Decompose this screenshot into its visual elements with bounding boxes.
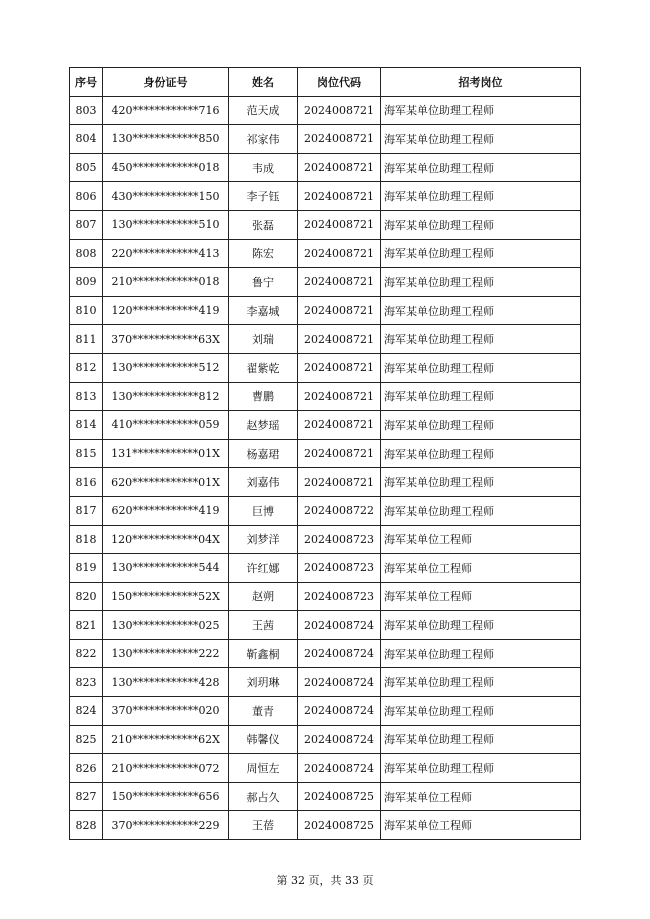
serial-cell: 807: [70, 210, 103, 239]
name-cell: 翟紫乾: [229, 353, 298, 382]
post-code-cell: 2024008723: [298, 582, 381, 611]
name-cell: 许红娜: [229, 554, 298, 583]
serial-cell: 817: [70, 496, 103, 525]
post-code-cell: 2024008721: [298, 411, 381, 440]
post-code-cell: 2024008721: [298, 96, 381, 125]
serial-cell: 815: [70, 439, 103, 468]
post-code-cell: 2024008721: [298, 382, 381, 411]
id-number-cell: 620************01X: [103, 468, 229, 497]
post-title-cell: 海军某单位助理工程师: [381, 754, 581, 783]
id-number-cell: 410************059: [103, 411, 229, 440]
table-row: [70, 782, 581, 811]
table-row: [70, 668, 581, 697]
post-title-cell: 海军某单位助理工程师: [381, 353, 581, 382]
post-title-cell: 海军某单位助理工程师: [381, 411, 581, 440]
post-code-cell: 2024008721: [298, 353, 381, 382]
table-row: [70, 268, 581, 297]
post-code-cell: 2024008721: [298, 182, 381, 211]
post-code-cell: 2024008723: [298, 525, 381, 554]
table-row: [70, 153, 581, 182]
post-code-cell: 2024008721: [298, 239, 381, 268]
table-row: [70, 496, 581, 525]
post-title-cell: 海军某单位工程师: [381, 582, 581, 611]
name-cell: 刘嘉伟: [229, 468, 298, 497]
post-title-cell: 海军某单位助理工程师: [381, 153, 581, 182]
table-row: [70, 382, 581, 411]
post-code-cell: 2024008721: [298, 325, 381, 354]
id-number-cell: 210************62X: [103, 725, 229, 754]
table-row: [70, 754, 581, 783]
name-cell: 刘梦洋: [229, 525, 298, 554]
post-title-cell: 海军某单位助理工程师: [381, 96, 581, 125]
serial-cell: 826: [70, 754, 103, 783]
name-cell: 刘玥琳: [229, 668, 298, 697]
id-number-cell: 150************656: [103, 782, 229, 811]
name-cell: 郝占久: [229, 782, 298, 811]
table-row: [70, 697, 581, 726]
name-cell: 周恒左: [229, 754, 298, 783]
header-serial: 序号: [70, 68, 103, 97]
post-title-cell: 海军某单位助理工程师: [381, 439, 581, 468]
id-number-cell: 620************419: [103, 496, 229, 525]
roster-table: [69, 67, 581, 840]
table-row: [70, 325, 581, 354]
table-row: [70, 725, 581, 754]
roster-table-container: [69, 67, 580, 840]
name-cell: 王茜: [229, 611, 298, 640]
post-code-cell: 2024008721: [298, 210, 381, 239]
id-number-cell: 370************63X: [103, 325, 229, 354]
serial-cell: 809: [70, 268, 103, 297]
serial-cell: 824: [70, 697, 103, 726]
post-title-cell: 海军某单位助理工程师: [381, 668, 581, 697]
post-title-cell: 海军某单位工程师: [381, 554, 581, 583]
name-cell: 张磊: [229, 210, 298, 239]
id-number-cell: 220************413: [103, 239, 229, 268]
id-number-cell: 430************150: [103, 182, 229, 211]
serial-cell: 805: [70, 153, 103, 182]
table-row: [70, 639, 581, 668]
serial-cell: 813: [70, 382, 103, 411]
table-row: [70, 582, 581, 611]
id-number-cell: 130************222: [103, 639, 229, 668]
serial-cell: 804: [70, 125, 103, 154]
post-title-cell: 海军某单位工程师: [381, 525, 581, 554]
id-number-cell: 150************52X: [103, 582, 229, 611]
table-row: [70, 353, 581, 382]
id-number-cell: 130************812: [103, 382, 229, 411]
id-number-cell: 370************229: [103, 811, 229, 840]
serial-cell: 816: [70, 468, 103, 497]
post-code-cell: 2024008721: [298, 439, 381, 468]
table-row: [70, 554, 581, 583]
post-title-cell: 海军某单位助理工程师: [381, 210, 581, 239]
serial-cell: 820: [70, 582, 103, 611]
post-code-cell: 2024008725: [298, 811, 381, 840]
name-cell: 赵朔: [229, 582, 298, 611]
id-number-cell: 370************020: [103, 697, 229, 726]
post-code-cell: 2024008724: [298, 639, 381, 668]
serial-cell: 812: [70, 353, 103, 382]
name-cell: 王蓓: [229, 811, 298, 840]
serial-cell: 814: [70, 411, 103, 440]
table-row: [70, 96, 581, 125]
post-code-cell: 2024008724: [298, 668, 381, 697]
name-cell: 李子钰: [229, 182, 298, 211]
table-row: [70, 468, 581, 497]
serial-cell: 810: [70, 296, 103, 325]
serial-cell: 818: [70, 525, 103, 554]
name-cell: 鲁宁: [229, 268, 298, 297]
id-number-cell: 210************018: [103, 268, 229, 297]
name-cell: 陈宏: [229, 239, 298, 268]
post-title-cell: 海军某单位助理工程师: [381, 496, 581, 525]
table-row: [70, 210, 581, 239]
name-cell: 赵梦瑶: [229, 411, 298, 440]
serial-cell: 806: [70, 182, 103, 211]
serial-cell: 828: [70, 811, 103, 840]
serial-cell: 808: [70, 239, 103, 268]
id-number-cell: 210************072: [103, 754, 229, 783]
table-row: [70, 411, 581, 440]
serial-cell: 819: [70, 554, 103, 583]
post-title-cell: 海军某单位工程师: [381, 782, 581, 811]
table-row: [70, 296, 581, 325]
serial-cell: 811: [70, 325, 103, 354]
post-title-cell: 海军某单位助理工程师: [381, 611, 581, 640]
name-cell: 巨博: [229, 496, 298, 525]
post-code-cell: 2024008721: [298, 296, 381, 325]
post-code-cell: 2024008724: [298, 697, 381, 726]
id-number-cell: 120************04X: [103, 525, 229, 554]
id-number-cell: 450************018: [103, 153, 229, 182]
header-name: 姓名: [229, 68, 298, 97]
table-row: [70, 182, 581, 211]
post-title-cell: 海军某单位助理工程师: [381, 468, 581, 497]
post-code-cell: 2024008724: [298, 725, 381, 754]
serial-cell: 827: [70, 782, 103, 811]
post-code-cell: 2024008721: [298, 468, 381, 497]
post-code-cell: 2024008721: [298, 125, 381, 154]
id-number-cell: 120************419: [103, 296, 229, 325]
header-post-code: 岗位代码: [298, 68, 381, 97]
post-code-cell: 2024008725: [298, 782, 381, 811]
name-cell: 李嘉城: [229, 296, 298, 325]
post-code-cell: 2024008721: [298, 153, 381, 182]
post-code-cell: 2024008722: [298, 496, 381, 525]
id-number-cell: 130************510: [103, 210, 229, 239]
post-title-cell: 海军某单位助理工程师: [381, 325, 581, 354]
post-title-cell: 海军某单位助理工程师: [381, 382, 581, 411]
id-number-cell: 130************428: [103, 668, 229, 697]
post-title-cell: 海军某单位助理工程师: [381, 697, 581, 726]
table-row: [70, 439, 581, 468]
post-code-cell: 2024008724: [298, 611, 381, 640]
post-title-cell: 海军某单位助理工程师: [381, 296, 581, 325]
post-title-cell: 海军某单位助理工程师: [381, 239, 581, 268]
post-title-cell: 海军某单位助理工程师: [381, 125, 581, 154]
post-title-cell: 海军某单位工程师: [381, 811, 581, 840]
name-cell: 范天成: [229, 96, 298, 125]
post-title-cell: 海军某单位助理工程师: [381, 182, 581, 211]
id-number-cell: 130************025: [103, 611, 229, 640]
serial-cell: 821: [70, 611, 103, 640]
name-cell: 靳鑫桐: [229, 639, 298, 668]
id-number-cell: 130************544: [103, 554, 229, 583]
id-number-cell: 131************01X: [103, 439, 229, 468]
post-code-cell: 2024008724: [298, 754, 381, 783]
post-title-cell: 海军某单位助理工程师: [381, 268, 581, 297]
name-cell: 董青: [229, 697, 298, 726]
post-code-cell: 2024008721: [298, 268, 381, 297]
name-cell: 曹鹏: [229, 382, 298, 411]
table-row: [70, 811, 581, 840]
page-number: 第 32 页，共 33 页: [276, 874, 374, 887]
post-title-cell: 海军某单位助理工程师: [381, 639, 581, 668]
table-row: [70, 525, 581, 554]
serial-cell: 825: [70, 725, 103, 754]
header-id-number: 身份证号: [103, 68, 229, 97]
serial-cell: 803: [70, 96, 103, 125]
name-cell: 韩馨仪: [229, 725, 298, 754]
serial-cell: 823: [70, 668, 103, 697]
name-cell: 杨嘉珺: [229, 439, 298, 468]
id-number-cell: 420************716: [103, 96, 229, 125]
post-title-cell: 海军某单位助理工程师: [381, 725, 581, 754]
id-number-cell: 130************512: [103, 353, 229, 382]
table-row: [70, 125, 581, 154]
post-code-cell: 2024008723: [298, 554, 381, 583]
table-row: [70, 611, 581, 640]
table-header-row: [70, 68, 581, 97]
table-row: [70, 239, 581, 268]
name-cell: 韦成: [229, 153, 298, 182]
id-number-cell: 130************850: [103, 125, 229, 154]
name-cell: 祁家伟: [229, 125, 298, 154]
header-post-title: 招考岗位: [381, 68, 581, 97]
name-cell: 刘瑞: [229, 325, 298, 354]
serial-cell: 822: [70, 639, 103, 668]
